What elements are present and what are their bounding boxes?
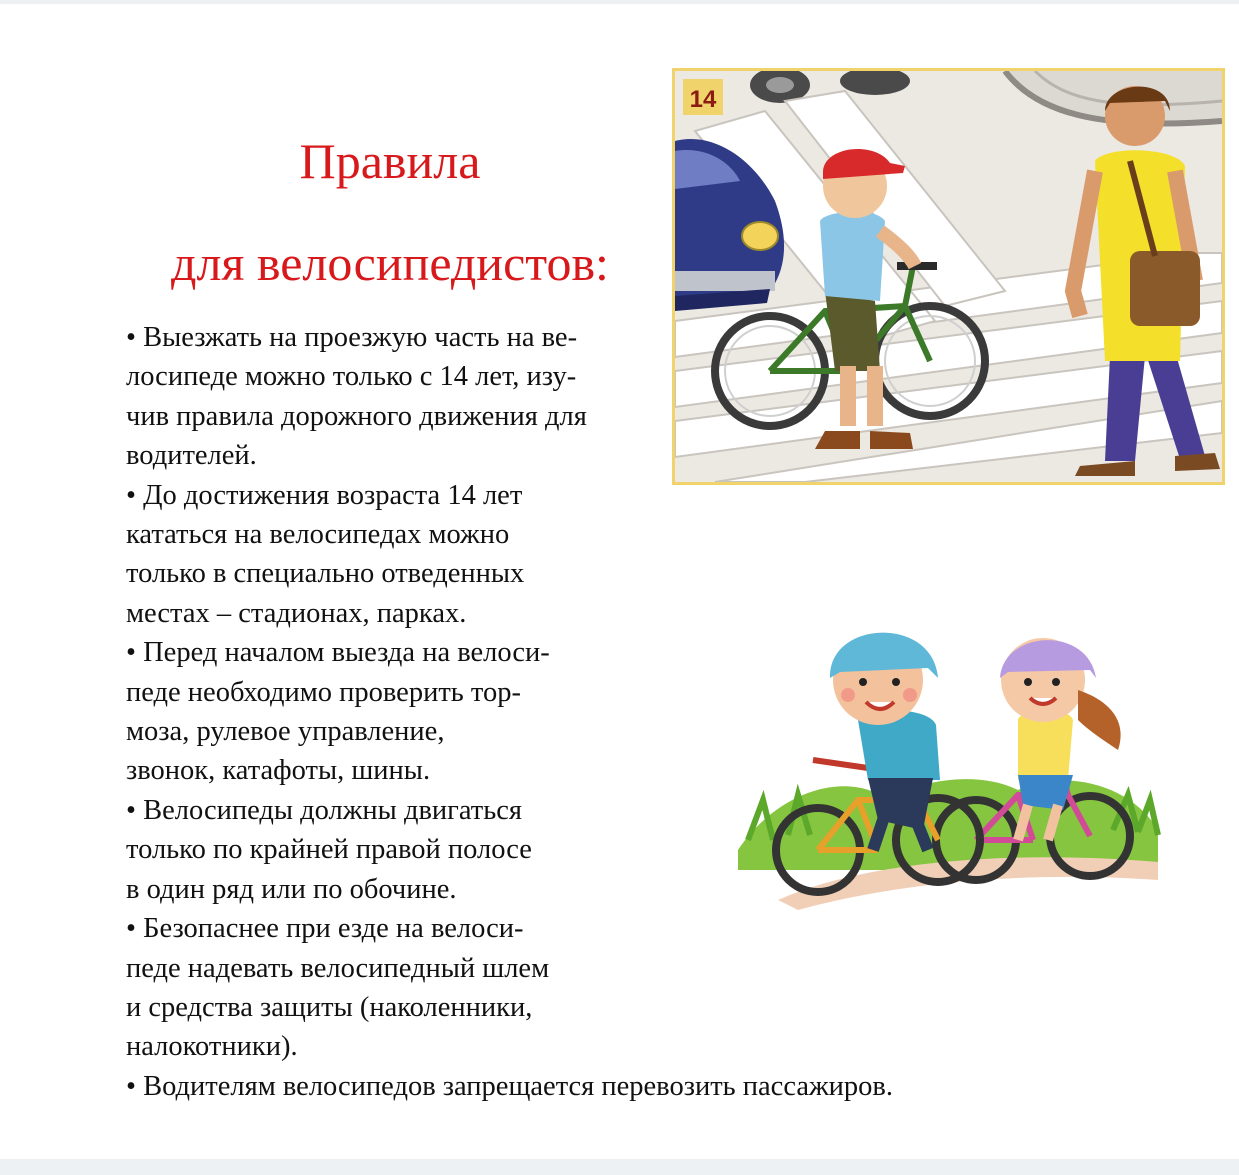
kids-cycling-illustration — [718, 600, 1168, 910]
rule-line: • До достижения возраста 14 лет — [126, 479, 523, 511]
rule-line: лосипеде можно только с 14 лет, изу- — [126, 361, 577, 393]
rule-item — [126, 1067, 1206, 1106]
rule-line: моза, рулевое управление, — [126, 716, 445, 748]
age-badge-number: 14 — [689, 86, 717, 113]
rule-line: звонок, катафоты, шины. — [126, 755, 431, 787]
rule-line: и средства защиты (наколенники, — [126, 991, 533, 1023]
rule-line: педе надевать велосипедный шлем — [126, 952, 550, 984]
kids-cycling-scene — [718, 600, 1168, 910]
rule-line: только по крайней правой полосе — [126, 834, 532, 866]
rule-line: кататься на велосипедах можно — [126, 519, 510, 551]
rule-line: водителей. — [126, 440, 257, 472]
rule-item — [126, 909, 1206, 1067]
rule-line: • Безопаснее при езде на велоси- — [126, 913, 524, 945]
top-strip — [0, 0, 1239, 4]
rule-line: • Водителям велосипедов запрещается перевозить пассажиров. — [126, 1070, 894, 1102]
bottom-strip — [0, 1159, 1239, 1175]
page-title-line-2: для велосипедистов: — [171, 235, 609, 291]
rule-line: • Выезжать на проезжую часть на ве- — [126, 322, 578, 353]
rule-line: местах – стадионах, парках. — [126, 597, 467, 629]
rule-line: чив правила дорожного движения для — [126, 400, 587, 432]
rule-line: только в специально отведенных — [126, 558, 525, 590]
page-title-line-1: Правила — [299, 133, 481, 189]
rule-line: в один ряд или по обочине. — [126, 873, 457, 905]
rule-line: педе необходимо проверить тор- — [126, 676, 521, 708]
rule-line: налокотники). — [126, 1031, 298, 1063]
rule-line: • Велосипеды должны двигаться — [126, 794, 522, 826]
crosswalk-illustration — [672, 68, 1225, 485]
crosswalk-scene — [675, 71, 1222, 482]
rule-line: • Перед началом выезда на велоси- — [126, 637, 550, 669]
